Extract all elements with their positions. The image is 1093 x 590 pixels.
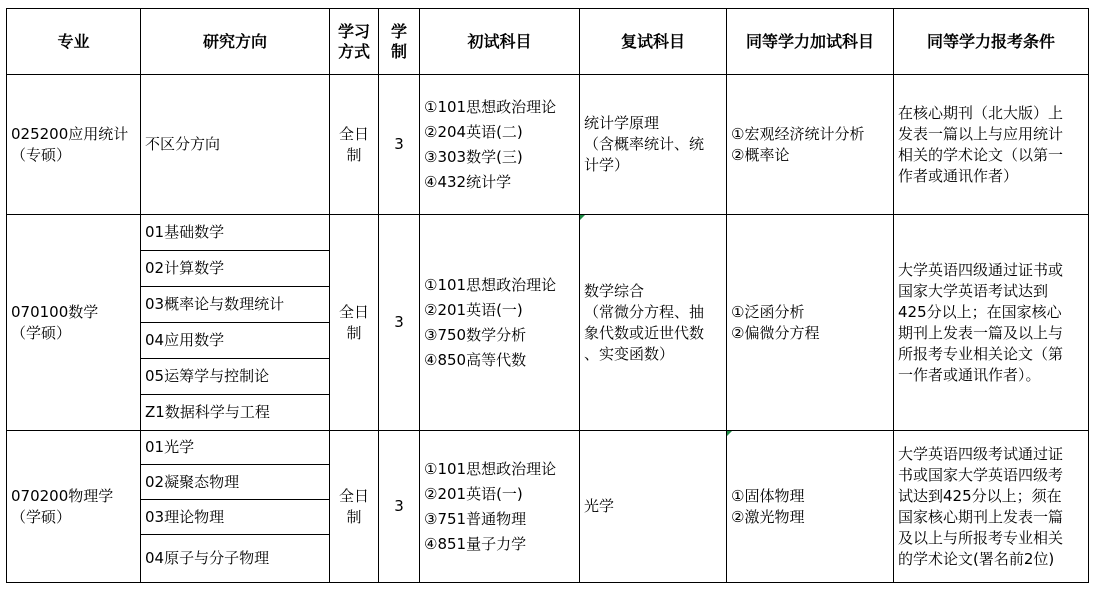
major-cell: 070100数学 （学硕） <box>7 215 141 431</box>
direction-cell: 03理论物理 <box>141 500 330 535</box>
extra-subjects-cell: ①泛函分析 ②偏微分方程 <box>727 215 894 431</box>
direction-cell: 01光学 <box>141 431 330 465</box>
retest-subjects-cell: 统计学原理 （含概率统计、统 计学） <box>580 75 727 215</box>
direction-cell: 05运筹学与控制论 <box>141 359 330 395</box>
table-row <box>7 75 1089 215</box>
major-cell: 025200应用统计 （专硕） <box>7 75 141 215</box>
conditions-cell: 大学英语四级通过证书或 国家大学英语考试达到 425分以上；在国家核心 期刊上发表一篇及以上与 所报考专业相关论文（第 一作者或通讯作者）。 <box>894 215 1089 431</box>
header-row <box>7 9 1089 75</box>
admissions-table <box>6 8 1089 583</box>
major-cell: 070200物理学 （学硕） <box>7 431 141 583</box>
direction-cell: 04原子与分子物理 <box>141 535 330 583</box>
extra-subjects-cell: ①宏观经济统计分析 ②概率论 <box>727 75 894 215</box>
mode-cell: 全日 制 <box>330 75 379 215</box>
header-initial: 初试科目 <box>420 9 580 75</box>
header-major: 专业 <box>7 9 141 75</box>
conditions-cell: 大学英语四级考试通过证 书或国家大学英语四级考 试达到425分以上；须在 国家核心期刊上发表一篇 及以上与所报考专业相关 的学术论文(署名前2位) <box>894 431 1089 583</box>
header-retest: 复试科目 <box>580 9 727 75</box>
header-years: 学 制 <box>379 9 420 75</box>
direction-cell: 02计算数学 <box>141 251 330 287</box>
years-cell: 3 <box>379 215 420 431</box>
initial-subjects-cell: ①101思想政治理论 ②204英语(二) ③303数学(三) ④432统计学 <box>420 75 580 215</box>
retest-subjects-cell: 光学 <box>580 431 727 583</box>
years-cell: 3 <box>379 431 420 583</box>
direction-cell: 03概率论与数理统计 <box>141 287 330 323</box>
direction-cell: 不区分方向 <box>141 75 330 215</box>
direction-cell: 04应用数学 <box>141 323 330 359</box>
retest-subjects-cell: 数学综合 （常微分方程、抽 象代数或近世代数 、实变函数） <box>580 215 727 431</box>
header-mode: 学习 方式 <box>330 9 379 75</box>
years-cell: 3 <box>379 75 420 215</box>
table-row <box>7 215 1089 251</box>
direction-cell: 02凝聚态物理 <box>141 465 330 500</box>
initial-subjects-cell: ①101思想政治理论 ②201英语(一) ③750数学分析 ④850高等代数 <box>420 215 580 431</box>
mode-cell: 全日 制 <box>330 431 379 583</box>
initial-subjects-cell: ①101思想政治理论 ②201英语(一) ③751普通物理 ④851量子力学 <box>420 431 580 583</box>
mode-cell: 全日 制 <box>330 215 379 431</box>
direction-cell: Z1数据科学与工程 <box>141 395 330 431</box>
header-conditions: 同等学力报考条件 <box>894 9 1089 75</box>
conditions-cell: 在核心期刊（北大版）上 发表一篇以上与应用统计 相关的学术论文（以第一 作者或通讯作者） <box>894 75 1089 215</box>
extra-subjects-cell: ①固体物理 ②激光物理 <box>727 431 894 583</box>
header-direction: 研究方向 <box>141 9 330 75</box>
direction-cell: 01基础数学 <box>141 215 330 251</box>
header-extra: 同等学力加试科目 <box>727 9 894 75</box>
table-row <box>7 431 1089 465</box>
